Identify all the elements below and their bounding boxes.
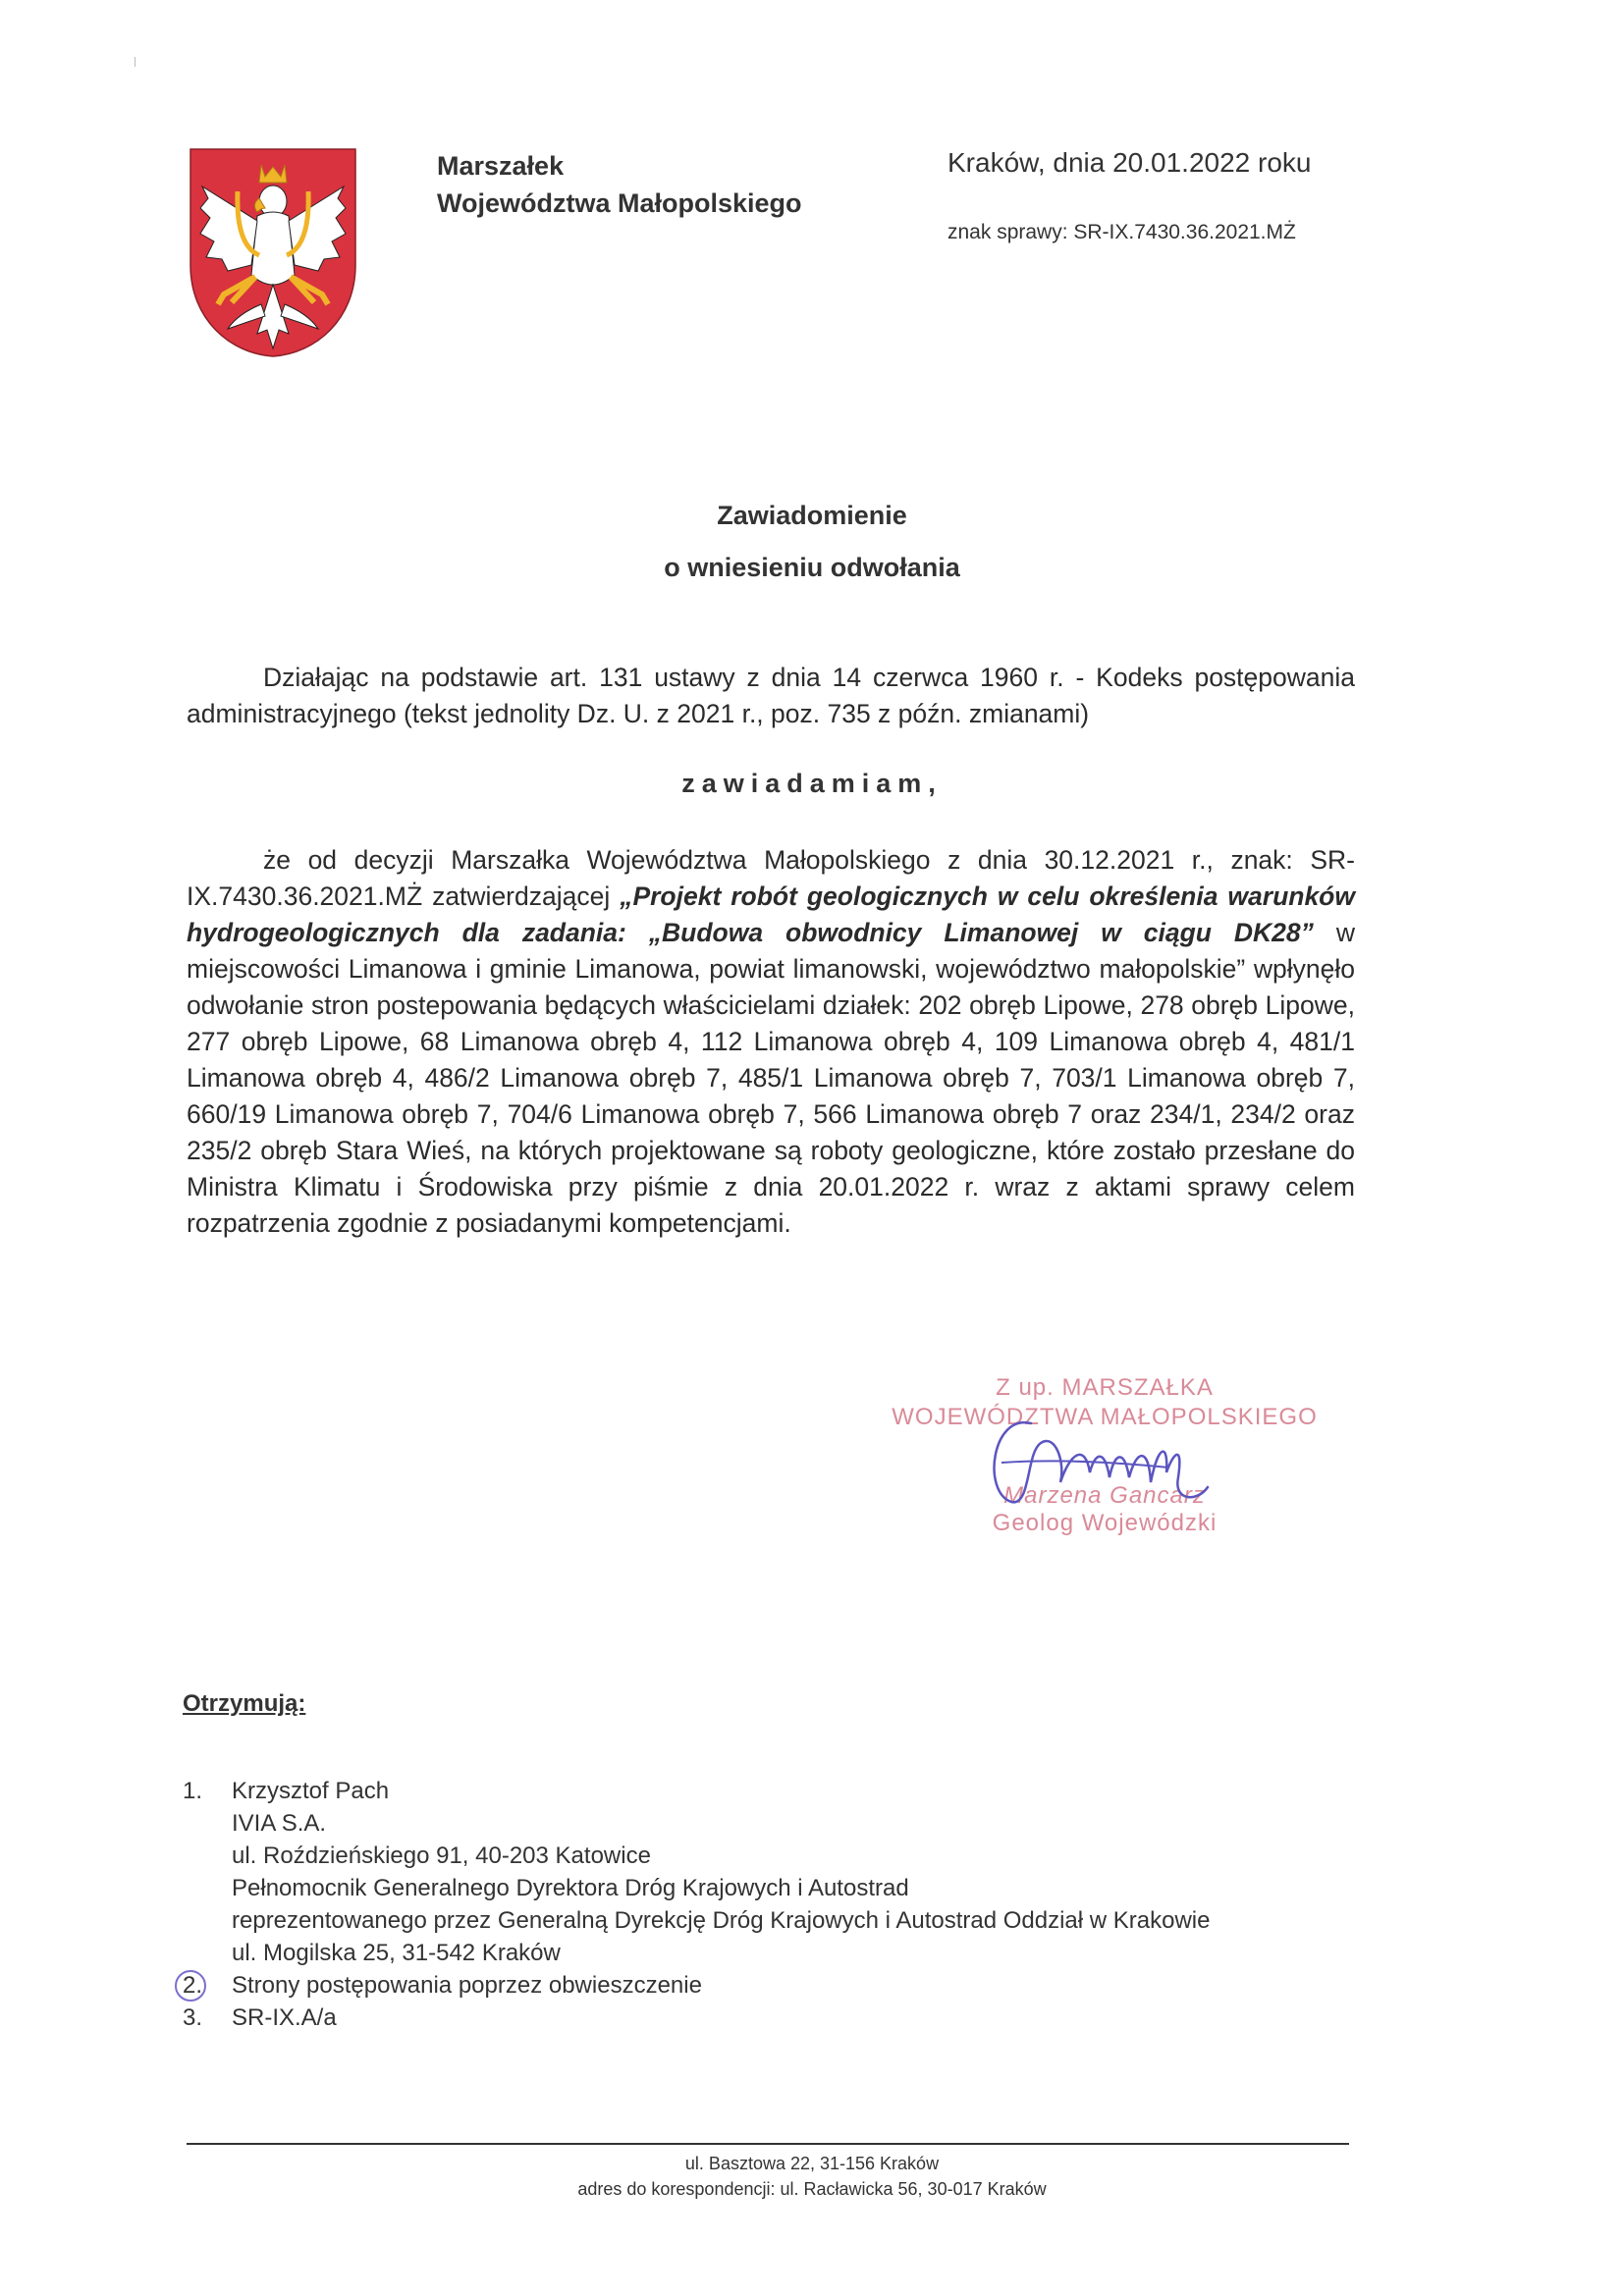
stamp-line-2: WOJEWÓDZTWA MAŁOPOLSKIEGO xyxy=(892,1404,1318,1430)
official-stamp xyxy=(874,1374,1335,1541)
recipients-list xyxy=(183,1775,1210,2034)
document-subtitle: o wniesieniu odwołania xyxy=(664,553,960,582)
recipient-line: SR-IX.A/a xyxy=(232,2004,337,2031)
footer-divider xyxy=(187,2143,1349,2145)
recipients-heading: Otrzymują: xyxy=(183,1690,306,1717)
document-date: Kraków, dnia 20.01.2022 roku xyxy=(947,147,1312,178)
issuer-line-2: Województwa Małopolskiego xyxy=(437,188,802,218)
stamp-line-1: Z up. MARSZAŁKA xyxy=(996,1374,1214,1401)
signature-icon xyxy=(972,1404,1247,1512)
footer-correspondence: adres do korespondencji: ul. Racławicka 56, 30-017 Kraków xyxy=(577,2179,1047,2199)
issuer-line-1: Marszałek xyxy=(437,151,565,181)
notify-heading: zawiadamiam, xyxy=(681,769,943,798)
stamp-position: Geolog Wojewódzki xyxy=(992,1510,1218,1536)
coat-of-arms-icon xyxy=(189,147,357,358)
recipient-line: Krzysztof Pach xyxy=(232,1778,390,1804)
recipient-line: ul. Mogilska 25, 31-542 Kraków xyxy=(232,1940,561,1966)
recipient-line: IVIA S.A. xyxy=(232,1810,327,1837)
project-title: „Projekt robót geologicznych w celu określenia warunków hydrogeologicznych dla zadania: „Budowa obwodnicy Limanowej w ciągu DK28” xyxy=(187,881,1355,947)
footer-address: ul. Basztowa 22, 31-156 Kraków xyxy=(684,2154,940,2173)
recipient-line: ul. Roździeńskiego 91, 40-203 Katowice xyxy=(232,1842,651,1869)
legal-basis-paragraph: Działając na podstawie art. 131 ustawy z dnia 14 czerwca 1960 r. - Kodeks postępowania administracyjnego (tekst jednolity Dz. U. z 2021 r., poz. 735 z późn. zmianami) xyxy=(187,663,1355,728)
issuer-name xyxy=(437,147,802,222)
main-paragraph-part-1: że od decyzji Marszałka Województwa Małopolskiego z dnia 30.12.2021 r., znak: SR-IX.7430.36.2021.MŻ zatwierdzającej xyxy=(187,845,1355,911)
recipient-line: Strony postępowania poprzez obwieszczenie xyxy=(232,1972,702,1999)
document-title: Zawiadomienie xyxy=(717,501,907,530)
recipient-line: Pełnomocnik Generalnego Dyrektora Dróg Krajowych i Autostrad xyxy=(232,1875,909,1901)
handwritten-circle-icon xyxy=(175,1970,206,2002)
stamp-name: Marzena Gancarz xyxy=(1003,1482,1206,1509)
recipient-number: 1. xyxy=(183,1778,203,1804)
recipient-number: 2. xyxy=(183,1972,203,1999)
main-paragraph-part-2: w miejscowości Limanowa i gminie Limanowa, powiat limanowski, województwo małopolskie” wpłynęło odwołanie stron postepowania będących właścicielami działek: 202 obręb Lipowe, 278 obręb Lipowe, 277 obręb Lipowe, 68 Limanowa obręb 4, 112 Limanowa obręb 4, 109 Limanowa obręb 4, 481/1 Limanowa obręb 4, 486/2 Limanowa obręb 7, 485/1 Limanowa obręb 7, 703/1 Limanowa obręb 7, 660/19 Limanowa obręb 7, 704/6 Limanowa obręb 7, 566 Limanowa obręb 7 oraz 234/1, 234/2 oraz 235/2 obręb Stara Wieś, na których projektowane są roboty geologiczne, które zostało przesłane do Ministra Klimatu i Środowiska przy piśmie z dnia 20.01.2022 r. wraz z aktami sprawy celem rozpatrzenia zgodnie z posiadanymi kompetencjami. xyxy=(187,918,1355,1238)
recipient-item xyxy=(183,1775,1210,1969)
recipient-item xyxy=(183,1969,1210,2002)
case-reference: znak sprawy: SR-IX.7430.36.2021.MŻ xyxy=(947,221,1296,243)
recipient-number: 3. xyxy=(183,2004,203,2031)
recipient-item xyxy=(183,2002,1210,2034)
recipient-line: reprezentowanego przez Generalną Dyrekcję Dróg Krajowych i Autostrad Oddział w Krakowie xyxy=(232,1907,1211,1934)
main-paragraph xyxy=(187,842,1355,1242)
